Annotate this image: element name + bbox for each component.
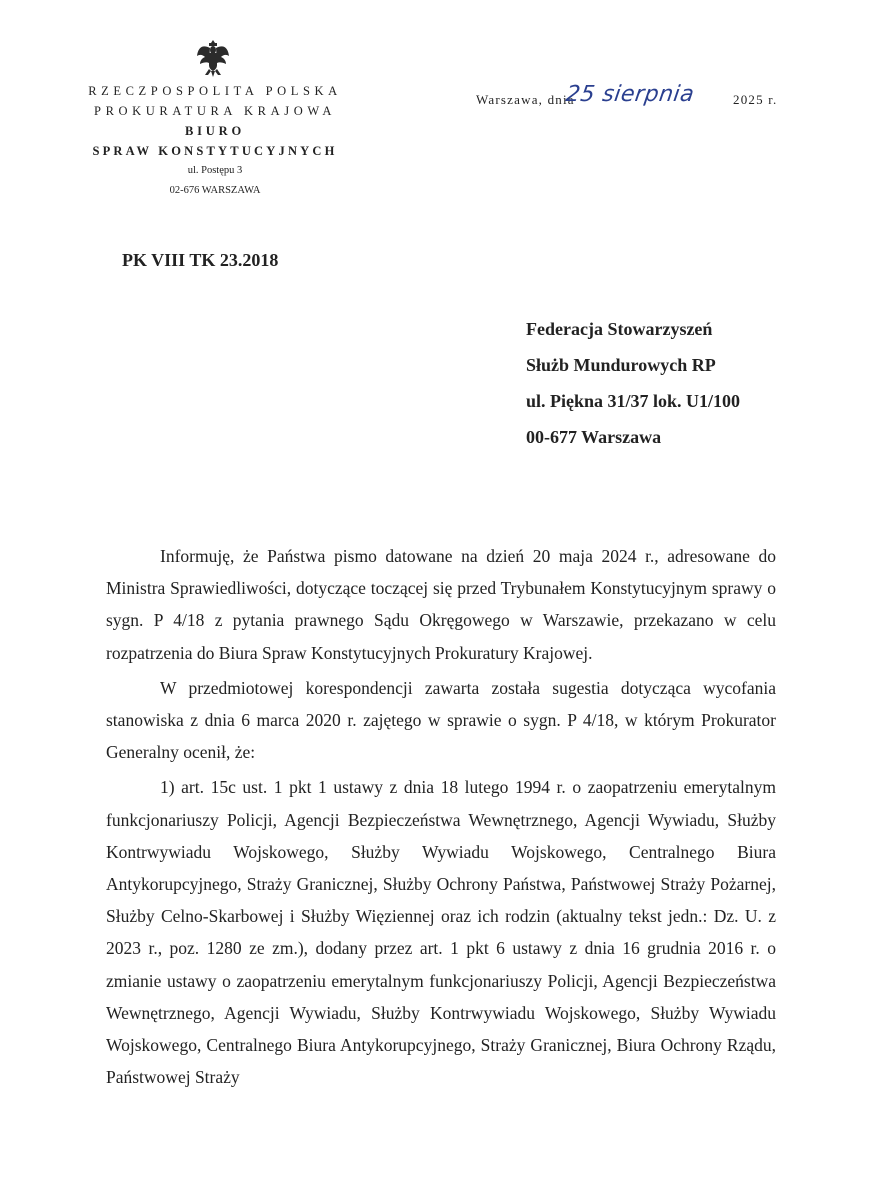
recipient-address <box>526 311 740 455</box>
letterhead-prosecutor-office: PROKURATURA KRAJOWA <box>94 104 336 118</box>
letterhead-bureau-name: SPRAW KONSTYTUCYJNYCH <box>92 144 338 158</box>
letterhead-bureau: BIURO <box>185 124 245 138</box>
letterhead-republic: RZECZPOSPOLITA POLSKA <box>88 84 342 98</box>
polish-eagle-emblem-icon <box>196 38 230 78</box>
body-paragraph: Informuję, że Państwa pismo datowane na dzień 20 maja 2024 r., adresowane do Ministra Sprawiedliwości, dotyczące toczącej się przed Trybunałem Konstytucyjnym sprawy o sygn. P 4/18 z pytania prawnego Sądu Okręgowego w Warszawie, przekazano w celu rozpatrzenia do Biura Spraw Konstytucyjnych Prokuratury Krajowej. <box>106 546 776 663</box>
date-place: Warszawa, dnia <box>476 92 575 107</box>
body-paragraph: 1) art. 15c ust. 1 pkt 1 ustawy z dnia 18 lutego 1994 r. o zaopatrzeniu emerytalnym funkcjonariuszy Policji, Agencji Bezpieczeństwa Wewnętrznego, Agencji Wywiadu, Służby Kontrwywiadu Wojskowego, Służby Wywiadu Wojskowego, Centralnego Biura Antykorupcyjnego, Straży Granicznej, Służby Ochrony Państwa, Państwowej Straży Pożarnej, Służby Celno-Skarbowej i Służby Więziennej oraz ich rodzin (aktualny tekst jedn.: Dz. U. z 2023 r., poz. 1280 ze zm.), dodany przez art. 1 pkt 6 ustawy z dnia 16 grudnia 2016 r. o zmianie ustawy o zaopatrzeniu emerytalnym funkcjonariuszy Policji, Agencji Bezpieczeństwa Wewnętrznego, Agencji Wywiadu, Służby Kontrwywiadu Wojskowego, Służby Wywiadu Wojskowego, Centralnego Biura Antykorupcyjnego, Straży Granicznej, Biura Ochrony Rządu, Państwowej Straży <box>106 777 776 1088</box>
recipient-city: 00-677 Warszawa <box>526 427 662 447</box>
recipient-name-line2: Służb Mundurowych RP <box>526 355 716 375</box>
date-year: 2025 r. <box>733 92 778 107</box>
recipient-name-line1: Federacja Stowarzyszeń <box>526 319 713 339</box>
letter-body <box>106 540 776 1093</box>
letterhead-street: ul. Postępu 3 <box>187 165 243 176</box>
body-paragraph: W przedmiotowej korespondencji zawarta została sugestia dotycząca wycofania stanowiska z dnia 6 marca 2020 r. zajętego w sprawie o sygn. P 4/18, w którym Prokurator Generalny ocenił, że: <box>106 677 776 763</box>
letterhead-city: 02-676 WARSZAWA <box>169 185 261 196</box>
recipient-street: ul. Piękna 31/37 lok. U1/100 <box>526 391 741 411</box>
case-number: PK VIII TK 23.2018 <box>122 250 279 270</box>
date-handwritten: 25 sierpnia <box>564 82 696 107</box>
